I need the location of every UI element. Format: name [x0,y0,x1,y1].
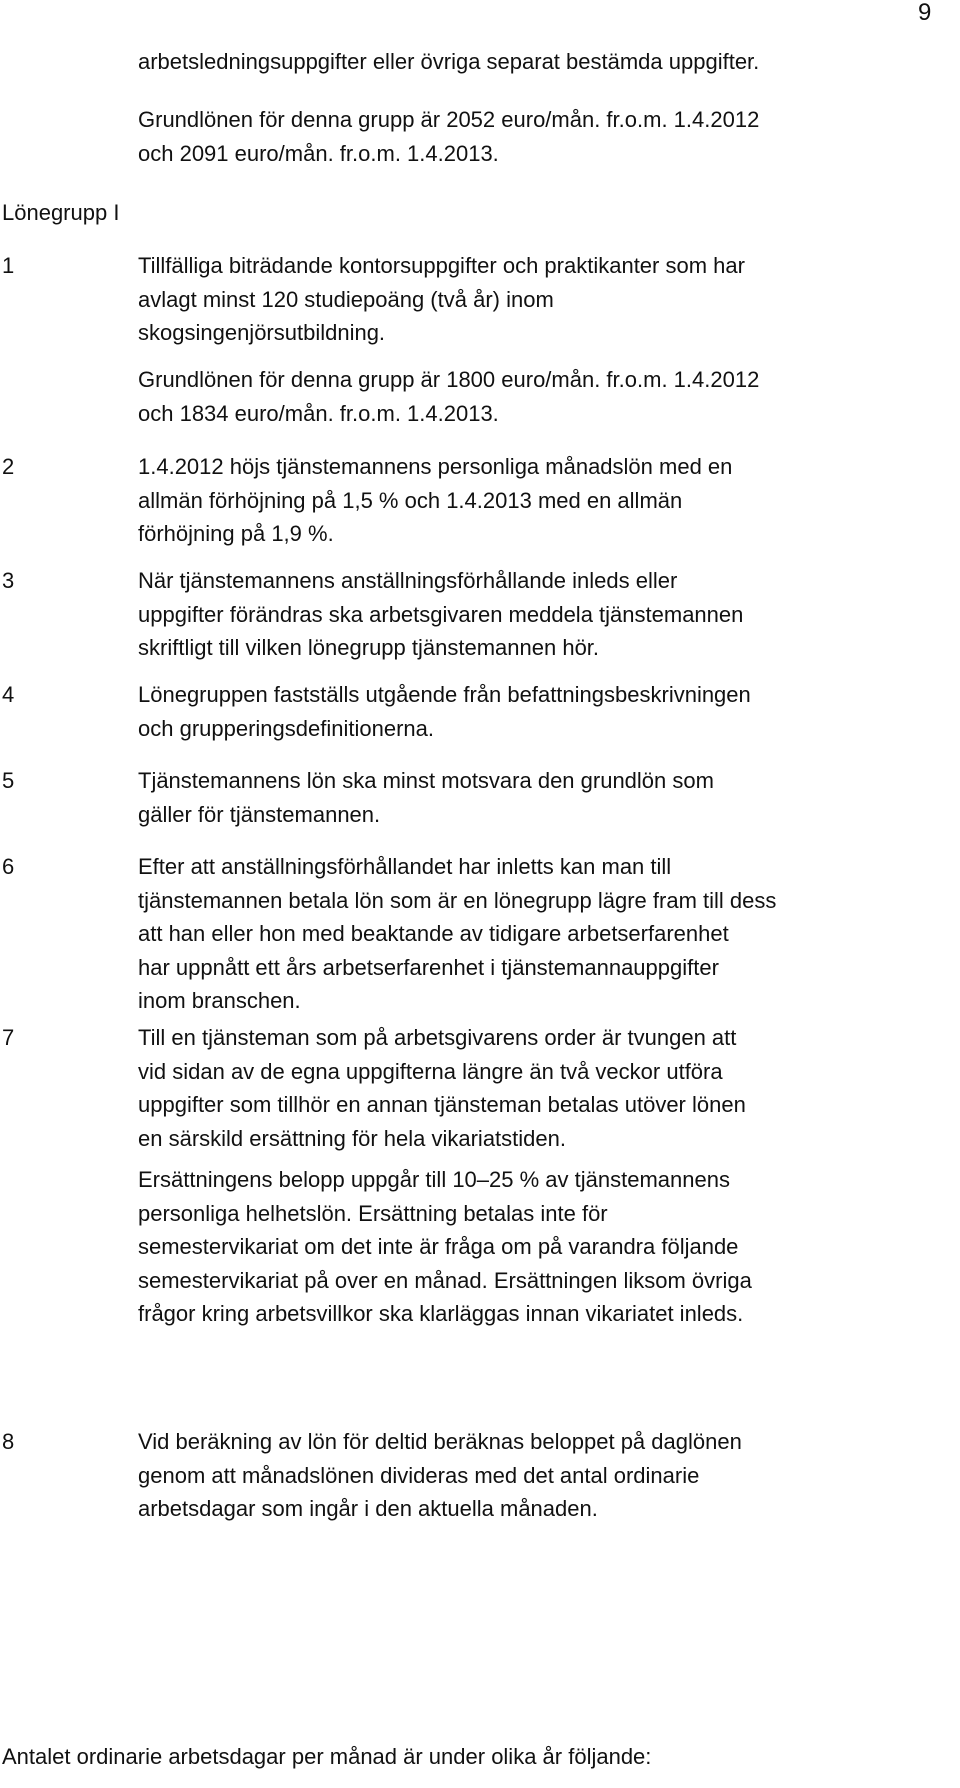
item-number: 2 [2,454,15,479]
item-line: semestervikariat om det inte är fråga om på varandra följande [138,1234,739,1259]
item-line: inom branschen. [138,988,301,1013]
item-line: uppgifter som tillhör en annan tjänsteman betalas utöver lönen [138,1092,746,1117]
item-line: att han eller hon med beaktande av tidigare arbetserfarenhet [138,921,729,946]
item-5-text [138,764,714,831]
item-line: Tjänstemannens lön ska minst motsvara den grundlön som [138,768,714,793]
item-line: förhöjning på 1,9 %. [138,521,334,546]
item-line: vid sidan av de egna uppgifterna längre än två veckor utföra [138,1058,723,1084]
item-line: allmän förhöjning på 1,5 % och 1.4.2013 med en allmän [138,487,683,513]
item-number: 1 [2,253,15,278]
item-line: personliga helhetslön. Ersättning betalas inte för [138,1200,608,1226]
item-line: frågor kring arbetsvillkor ska klarläggas innan vikariatet inleds. [138,1301,744,1326]
intro-salary-line: och 2091 euro/mån. fr.o.m. 1.4.2013. [138,140,499,166]
item-2-text [138,450,732,551]
item-line: Efter att anställningsförhållandet har inletts kan man till [138,854,672,879]
item-line: semestervikariat på over en månad. Ersättningen liksom övriga [138,1267,752,1293]
item-line: och 1834 euro/mån. fr.o.m. 1.4.2013. [138,400,499,426]
item-7-text [138,1021,746,1155]
item-number: 7 [2,1025,15,1050]
item-line: gäller för tjänstemannen. [138,801,381,827]
group-heading: Lönegrupp I [2,200,120,225]
item-1-text [138,249,745,350]
item-number: 5 [2,768,15,793]
item-line: Tillfälliga biträdande kontorsuppgifter och praktikanter som har [138,253,745,278]
item-4-text [138,678,751,745]
item-7-compensation [138,1163,752,1331]
intro-salary [138,103,759,170]
item-line: När tjänstemannens anställningsförhållande inleds eller [138,568,678,593]
page-number: 9 [918,0,932,26]
item-number: 6 [2,854,15,879]
item-3-text [138,564,743,665]
item-line: avlagt minst 120 studiepoäng (två år) inom [138,286,554,312]
item-number: 4 [2,682,15,707]
item-line: genom att månadslönen divideras med det antal ordinarie [138,1462,700,1488]
item-8-text [138,1425,742,1526]
item-line: skriftligt till vilken lönegrupp tjänstemannen hör. [138,635,600,660]
item-line: en särskild ersättning för hela vikariatstiden. [138,1125,566,1151]
intro-salary-line: Grundlönen för denna grupp är 2052 euro/mån. fr.o.m. 1.4.2012 [138,107,760,132]
item-line: har uppnått ett års arbetserfarenhet i tjänstemannauppgifter [138,954,719,980]
item-line: Ersättningens belopp uppgår till 10–25 % av tjänstemannens [138,1167,730,1192]
item-1-salary [138,363,759,430]
item-line: Lönegruppen fastställs utgående från befattningsbeskrivningen [138,682,751,707]
item-6-text [138,850,776,1018]
item-line: Vid beräkning av lön för deltid beräknas beloppet på daglönen [138,1429,742,1454]
intro-line: arbetsledningsuppgifter eller övriga separat bestämda uppgifter. [138,49,760,74]
item-line: tjänstemannen betala lön som är en lönegrupp lägre fram till dess [138,887,777,913]
item-line: arbetsdagar som ingår i den aktuella månaden. [138,1496,598,1521]
item-line: uppgifter förändras ska arbetsgivaren meddela tjänstemannen [138,601,744,627]
closing-line: Antalet ordinarie arbetsdagar per månad är under olika år följande: [2,1744,652,1769]
item-number: 3 [2,568,15,593]
item-number: 8 [2,1429,15,1454]
item-line: och grupperingsdefinitionerna. [138,715,434,741]
item-line: skogsingenjörsutbildning. [138,320,386,345]
item-line: 1.4.2012 höjs tjänstemannens personliga månadslön med en [138,454,733,479]
item-line: Till en tjänsteman som på arbetsgivarens order är tvungen att [138,1025,737,1050]
item-line: Grundlönen för denna grupp är 1800 euro/mån. fr.o.m. 1.4.2012 [138,367,760,392]
